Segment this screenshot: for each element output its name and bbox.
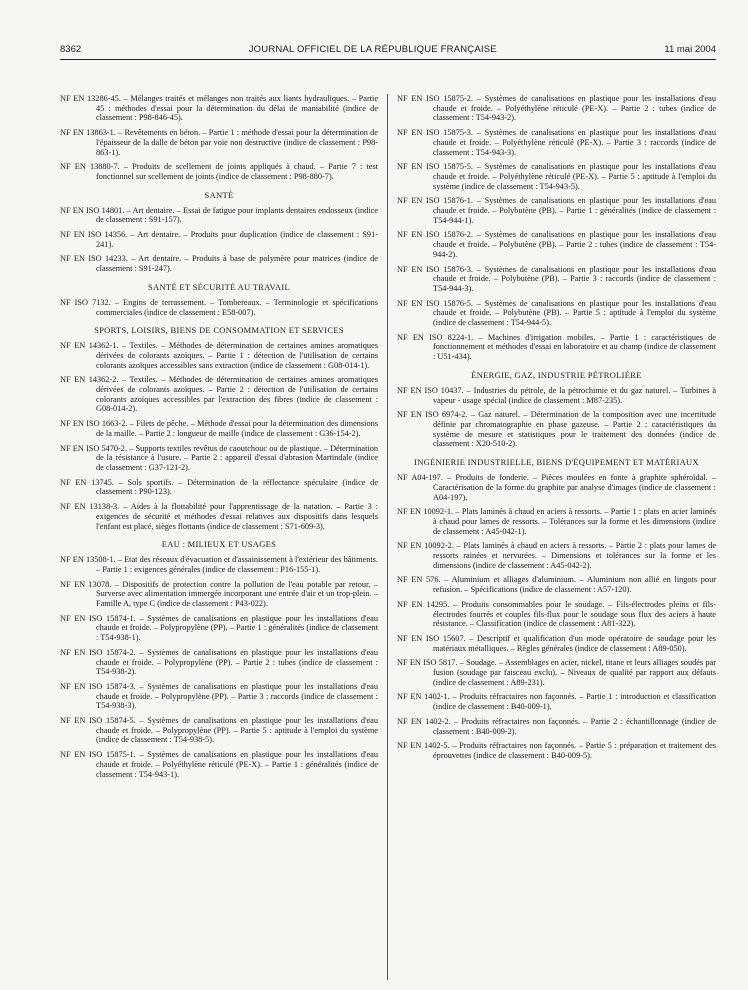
standard-entry: NF EN ISO 15874-5. – Systèmes de canalisations en plastique pour les installations d'eau chaude et froide. – Polypropylène (PP). – Partie 5 : aptitude à l'emploi du système (indice de classement : T54-938-5). [60, 716, 378, 745]
standard-entry: NF EN ISO 15874-3. – Systèmes de canalisations en plastique pour les installations d'eau chaude et froide. – Polypropylène (PP). – Partie 3 : raccords (indice de classement : T54-938-3). [60, 681, 378, 711]
standard-entry: NF EN ISO 15876-2. – Systèmes de canalisations en plastique pour les installations d'eau chaude et froide. – Polybutène (PB). – Partie 2 : tubes (indice de classement : T54-944-2). [397, 230, 716, 259]
standard-entry: NF EN ISO 15876-3. – Systèmes de canalisations en plastique pour les installations d'eau chaude et froide. – Polybutène (PB). – Partie 3 : raccords (indice de classement : T54-944-3). [397, 264, 716, 293]
standard-entry: NF EN ISO 14233. – Art dentaire. – Produits à base de polymère pour matrices (indice de classement : S91-247). [60, 254, 378, 274]
standard-entry: NF EN ISO 8224-1. – Machines d'irrigation mobiles. – Partie 1 : caractéristiques de fonctionnement et méthodes d'essai en laboratoire et au champ (indice de classement : U51-434). [397, 332, 716, 362]
section-heading: SANTÉ ET SÉCURITÉ AU TRAVAIL [148, 281, 290, 292]
standard-entry: NF EN 13745. – Sols sportifs. – Détermination de la réflectance spéculaire (indice de classement : P90-123). [60, 477, 378, 497]
section-heading: INGÉNIERIE INDUSTRIELLE, BIENS D'ÉQUIPEMENT ET MATÉRIAUX [414, 457, 699, 468]
standard-entry: NF EN 576. – Aluminium et alliages d'aluminium. – Aluminium non allié en lingots pour refusion. – Spécifications (indice de classement : A57-120). [397, 575, 716, 595]
standard-entry: NF EN ISO 14356. – Art dentaire. – Produits pour duplication (indice de classement : S91-241). [60, 230, 378, 249]
standard-entry: NF EN ISO 5470-2. – Supports textiles revêtus de caoutchouc ou de plastique. – Détermination de la résistance à l'usure. – Partie 2 : appareil d'essai d'abrasion Martindale (indice de classement : G37-121-2). [60, 443, 378, 472]
publication-date: 11 mai 2004 [664, 44, 716, 55]
standard-entry: NF EN ISO 15875-1. – Systèmes de canalisations en plastique pour les installations d'eau chaude et froide. – Polyéthylène réticulé (PE-X). – Partie 1 : généralités (indice de classement : T54-943-1). [60, 750, 378, 779]
standard-entry: NF EN ISO 15875-2. – Systèmes de canalisations en plastique pour les installations d'eau chaude et froide. – Polyéthylène réticulé (PE-X). – Partie 2 : tubes (indice de classement : T54-943-2). [397, 94, 716, 123]
standard-entry: NF EN 1402-5. – Produits réfractaires non façonnés. – Partie 5 : préparation et traitement des éprouvettes (indice de classement : B40-009-5). [397, 741, 716, 760]
standard-entry: NF EN ISO 15874-2. – Systèmes de canalisations en plastique pour les installations d'eau chaude et froide. – Polypropylène (PP). – Partie 2 : tubes (indice de classement : T54-938-2). [60, 647, 378, 677]
section-heading: SANTÉ [204, 189, 234, 200]
standard-entry: NF EN ISO 15875-3. – Systèmes de canalisations en plastique pour les installations d'eau chaude et froide. – Polyéthylène réticulé (PE-X). – Partie 3 : raccords (indice de classement : T54-943-3). [397, 128, 716, 157]
standard-entry: NF EN 1402-1. – Produits réfractaires non façonnés. – Partie 1 : introduction et classification (indice de classement : B40-009-1). [397, 692, 716, 712]
standard-entry: NF EN 13508-1. – Etat des réseaux d'évacuation et d'assainissement à l'extérieur des bâtiments. – Partie 1 : exigences générales (indice de classement : P16-155-1). [60, 555, 378, 574]
standard-entry: NF EN ISO 14801. – Art dentaire. – Essai de fatigue pour implants dentaires endosseux (indice de classement : S91-157). [60, 205, 378, 225]
left-column [60, 94, 388, 980]
standard-entry: NF EN 13078. – Dispositifs de protection contre la pollution de l'eau potable par retour. – Surverse avec alimentation immergée incorporant une entrée d'air et un trop-plein. – Famille A, type C (indice de classement : P43-022). [60, 579, 378, 609]
standard-entry: NF EN 14295. – Produits consommables pour le soudage. – Fils-électrodes pleins et fils-électrodes fourrés et couples fils-flux pour le soudage sous flux des aciers à haute résistance. – Classification (indice de classement : A81-322). [397, 599, 716, 629]
section-heading: EAU : MILIEUX ET USAGES [161, 539, 277, 550]
two-column-body [60, 94, 716, 980]
standard-entry: NF EN ISO 1663-2. – Filets de pêche. – Méthode d'essai pour la détermination des dimensions de la maille. – Partie 2 : longueur de maille (indice de classement : G36-154-2). [60, 419, 378, 438]
right-column [388, 94, 716, 980]
section-heading: ÉNERGIE, GAZ, INDUSTRIE PÉTROLIÈRE [471, 369, 642, 380]
section-heading: SPORTS, LOISIRS, BIENS DE CONSOMMATION ET SERVICES [94, 325, 344, 336]
standard-entry: NF EN ISO 10437. – Industries du pétrole, de la pétrochimie et du gaz naturel. – Turbines à vapeur - usage spécial (indice de classement : M87-235). [397, 385, 716, 405]
standard-entry: NF EN ISO 6974-2. – Gaz naturel. – Détermination de la composition avec une incertitude définie par chromatographie en phase gazeuse. – Partie 2 : caractéristiques du système de mesure et statistiques pour le traitement des données (indice de classement : X20-510-2). [397, 410, 716, 449]
standard-entry: NF A04-197. – Produits de fonderie. – Pièces moulées en fonte à graphite sphéroïdal. – Caractérisation de la forme du graphite par analyse d'images (indice de classement : A04-197). [397, 473, 716, 502]
standard-entry: NF EN 1402-2. – Produits réfractaires non façonnés. – Partie 2 : échantillonnage (indice de classement : B40-009-2). [397, 716, 716, 736]
standard-entry: NF EN ISO 5817. – Soudage. – Assemblages en acier, nickel, titane et leurs alliages soudés par fusion (soudage par faisceau exclu). – Niveaux de qualité par rapport aux défauts (indice de classement : A89-231). [397, 658, 716, 687]
standard-entry: NF EN ISO 15876-1. – Systèmes de canalisations en plastique pour les installations d'eau chaude et froide. – Polybutène (PB). – Partie 1 : généralités (indice de classement : T54-944-1). [397, 196, 716, 225]
standard-entry: NF EN ISO 15874-1. – Systèmes de canalisations en plastique pour les installations d'eau chaude et froide. – Polypropylène (PP). – Partie 1 : généralités (indice de classement : T54-938-1). [60, 613, 378, 643]
standard-entry: NF EN 13286-45. – Mélanges traités et mélanges non traités aux liants hydrauliques. – Partie 45 : méthodes d'essai pour la détermination du délai de maniabilité (indice de classement : P98-846-45). [60, 94, 378, 123]
standard-entry: NF EN 13863-1. – Revêtements en béton. – Partie 1 : méthode d'essai pour la détermination de l'épaisseur de la dalle de béton par voie non destructive (indice de classement : P98-863-1). [60, 128, 378, 157]
page-number: 8362 [60, 44, 82, 55]
standard-entry: NF EN ISO 15875-5. – Systèmes de canalisations en plastique pour les installations d'eau chaude et froide. – Polyéthylène réticulé (PE-X). – Partie 5 : aptitude à l'emploi du système (indice de classement : T54-943-5). [397, 162, 716, 191]
standard-entry: NF EN 13880-7. – Produits de scellement de joints appliqués à chaud. – Partie 7 : test fonctionnel sur scellement de joints (indice de classement : P98-880-7). [60, 162, 378, 181]
standard-entry: NF EN 14362-2. – Textiles. – Méthodes de détermination de certaines amines aromatiques dérivées de colorants azoïques. – Partie 2 : détection de l'utilisation de certains colorants azoïques accessibles par l'extraction des fibres (indice de classement : G08-014-2). [60, 375, 378, 414]
standard-entry: NF EN ISO 15876-5. – Systèmes de canalisations en plastique pour les installations d'eau chaude et froide. – Polybutène (PB). – Partie 5 : aptitude à l'emploi du système (indice de classement : T54-944-5). [397, 298, 716, 328]
page-header [60, 44, 716, 60]
standard-entry: NF EN 10092-2. – Plats laminés à chaud en aciers à ressorts. – Partie 2 : plats pour lames de ressorts rainées et nervurées. – Dimensions et tolérances sur la forme et les dimensions (indice de classement : A45-042-2). [397, 541, 716, 570]
standard-entry: NF EN 10092-1. – Plats laminés à chaud en aciers à ressorts. – Partie 1 : plats en acier laminés à chaud pour lames de ressorts. – Tolérances sur la forme et les dimensions (indice de classement : A45-042-1). [397, 507, 716, 536]
standard-entry: NF EN 13138-3. – Aides à la flottabilité pour l'apprentissage de la natation. – Partie 3 : exigences de sécurité et méthodes d'essai relatives aux dispositifs dans lesquels l'enfant est placé, sièges flottants (indice de classement : S71-609-3). [60, 502, 378, 531]
standard-entry: NF EN 14362-1. – Textiles. – Méthodes de détermination de certaines amines aromatiques dérivées de colorants azoïques. – Partie 1 : détection de l'utilisation de certains colorants azoïques accessibles sans extraction (indice de classement : G08-014-1). [60, 341, 378, 370]
standard-entry: NF EN ISO 15607. – Descriptif et qualification d'un mode opératoire de soudage pour les matériaux métalliques. – Règles générales (indice de classement : A89-050). [397, 633, 716, 653]
standard-entry: NF ISO 7132. – Engins de terrassement. – Tombereaux. – Terminologie et spécifications commerciales (indice de classement : E58-007). [60, 297, 378, 317]
journal-title: JOURNAL OFFICIEL DE LA RÉPUBLIQUE FRANÇAISE [248, 44, 497, 55]
